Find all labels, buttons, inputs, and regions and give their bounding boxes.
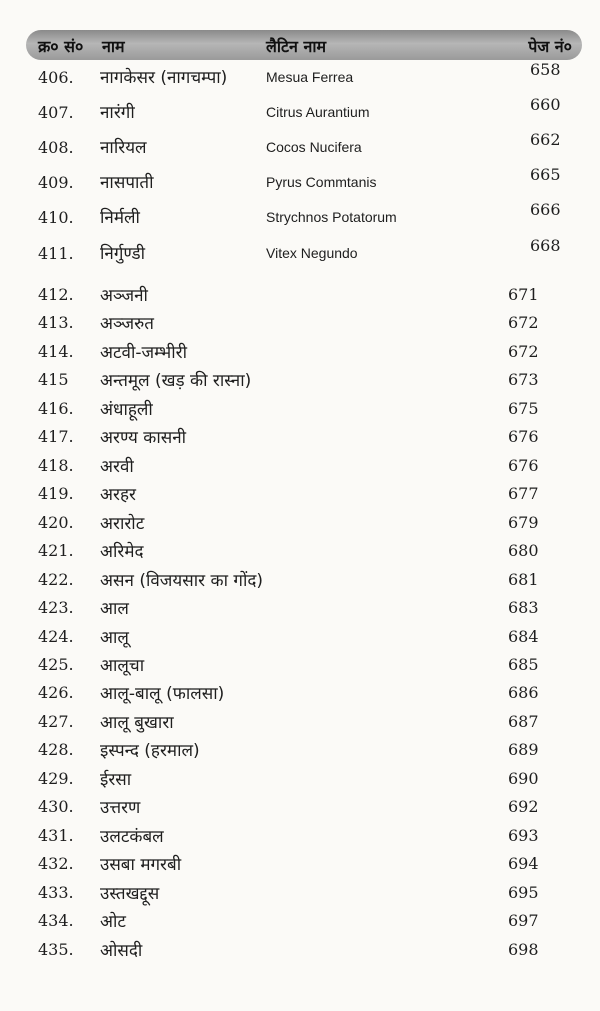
list-item	[0, 397, 600, 425]
entry-number: 432.	[38, 854, 74, 873]
entry-latin: Citrus Aurantium	[266, 104, 370, 120]
entry-latin: Cocos Nucifera	[266, 139, 362, 155]
entry-number: 424.	[38, 627, 74, 646]
entry-page: 671	[508, 285, 539, 304]
list-item	[0, 368, 600, 396]
header-name: नाम	[102, 37, 125, 56]
list-item	[0, 568, 600, 596]
entry-page: 672	[508, 313, 539, 332]
entry-name: अञ्जरुत	[100, 314, 154, 334]
entry-number: 431.	[38, 826, 74, 845]
entry-number: 419.	[38, 484, 74, 503]
list-item	[0, 625, 600, 653]
entry-page: 692	[508, 797, 539, 816]
list-item	[0, 938, 600, 966]
list-item	[0, 539, 600, 567]
entry-page: 698	[508, 940, 539, 959]
list-item	[0, 710, 600, 738]
list-item	[0, 165, 600, 204]
entry-number: 426.	[38, 683, 74, 702]
entry-page: 676	[508, 456, 539, 475]
entry-number: 435.	[38, 940, 74, 959]
list-item	[0, 681, 600, 709]
entry-name: अरवी	[100, 457, 134, 477]
list-item	[0, 200, 600, 239]
entry-page: 681	[508, 570, 539, 589]
entry-page: 686	[508, 683, 539, 702]
list-item	[0, 425, 600, 453]
list-item	[0, 738, 600, 766]
entry-name: नारंगी	[100, 103, 135, 123]
list-item	[0, 596, 600, 624]
entry-number: 410.	[38, 208, 74, 227]
entry-number: 406.	[38, 68, 74, 87]
list-item	[0, 824, 600, 852]
entry-page: 673	[508, 370, 539, 389]
entry-name: असन (विजयसार का गोंद)	[100, 571, 264, 591]
list-item	[0, 795, 600, 823]
entry-latin: Strychnos Potatorum	[266, 209, 397, 225]
entry-name: अरहर	[100, 485, 136, 505]
entry-name: आलू-बालू (फालसा)	[100, 684, 225, 704]
entry-number: 427.	[38, 712, 74, 731]
entry-number: 417.	[38, 427, 74, 446]
list-item	[0, 95, 600, 134]
entry-number: 416.	[38, 399, 74, 418]
entry-page: 693	[508, 826, 539, 845]
entry-number: 409.	[38, 173, 74, 192]
entry-number: 423.	[38, 598, 74, 617]
entry-name: अन्तमूल (खड़ की रास्ना)	[100, 371, 252, 391]
entry-name: अरारोट	[100, 514, 145, 534]
entry-latin: Mesua Ferrea	[266, 69, 354, 85]
entry-page: 658	[530, 60, 561, 79]
entry-page: 689	[508, 740, 539, 759]
entry-number: 425.	[38, 655, 74, 674]
entry-page: 677	[508, 484, 539, 503]
entry-number: 418.	[38, 456, 74, 475]
entry-page: 684	[508, 627, 539, 646]
entry-name: नागकेसर (नागचम्पा)	[100, 68, 228, 88]
entry-number: 422.	[38, 570, 74, 589]
entry-number: 430.	[38, 797, 74, 816]
entry-name: उसबा मगरबी	[100, 855, 182, 875]
entry-name: उस्तखद्दूस	[100, 884, 160, 904]
list-item	[0, 311, 600, 339]
entry-number: 411.	[38, 244, 74, 263]
entry-name: ओट	[100, 912, 126, 932]
entry-page: 694	[508, 854, 539, 873]
entry-name: अरण्य कासनी	[100, 428, 187, 448]
entry-page: 665	[530, 165, 561, 184]
entry-number: 429.	[38, 769, 74, 788]
entry-page: 666	[530, 200, 561, 219]
entry-number: 412.	[38, 285, 74, 304]
entry-page: 685	[508, 655, 539, 674]
entry-number: 434.	[38, 911, 74, 930]
entry-name: इस्पन्द (हरमाल)	[100, 741, 200, 761]
entry-page: 697	[508, 911, 539, 930]
list-item	[0, 340, 600, 368]
entry-page: 676	[508, 427, 539, 446]
entry-page: 690	[508, 769, 539, 788]
entry-page: 662	[530, 130, 561, 149]
entry-page: 668	[530, 236, 561, 255]
entry-name: निर्गुण्डी	[100, 244, 145, 264]
table-header	[26, 30, 582, 60]
entry-name: नारियल	[100, 138, 147, 158]
list-item	[0, 881, 600, 909]
list-item	[0, 454, 600, 482]
entry-name: उलटकंबल	[100, 827, 164, 847]
entry-number: 413.	[38, 313, 74, 332]
list-item	[0, 236, 600, 275]
entry-name: अटवी-जम्भीरी	[100, 343, 187, 363]
entry-page: 680	[508, 541, 539, 560]
entry-number: 428.	[38, 740, 74, 759]
entry-name: ओसदी	[100, 941, 143, 961]
list-item	[0, 283, 600, 311]
entry-number: 433.	[38, 883, 74, 902]
entry-page: 660	[530, 95, 561, 114]
entry-name: अरिमेद	[100, 542, 144, 562]
list-item	[0, 653, 600, 681]
entry-number: 415	[38, 370, 69, 389]
list-item	[0, 130, 600, 169]
entry-page: 687	[508, 712, 539, 731]
header-serial: क्र० सं०	[38, 37, 84, 56]
entry-number: 414.	[38, 342, 74, 361]
entry-name: आल	[100, 599, 129, 619]
entry-page: 672	[508, 342, 539, 361]
entry-name: नासपाती	[100, 173, 154, 193]
entry-page: 683	[508, 598, 539, 617]
entry-number: 421.	[38, 541, 74, 560]
entry-page: 675	[508, 399, 539, 418]
header-page: पेज नं०	[528, 37, 572, 56]
entry-name: आलू बुखारा	[100, 713, 174, 733]
entry-page: 695	[508, 883, 539, 902]
entry-name: ईरसा	[100, 770, 132, 790]
entry-number: 420.	[38, 513, 74, 532]
entry-page: 679	[508, 513, 539, 532]
entry-name: आलूचा	[100, 656, 145, 676]
list-item	[0, 511, 600, 539]
header-latin: लैटिन नाम	[266, 37, 327, 56]
entry-name: निर्मली	[100, 208, 140, 228]
entry-number: 408.	[38, 138, 74, 157]
list-item	[0, 852, 600, 880]
entry-name: आलू	[100, 628, 129, 648]
entry-number: 407.	[38, 103, 74, 122]
entry-name: उत्तरण	[100, 798, 141, 818]
list-item	[0, 767, 600, 795]
entry-latin: Vitex Negundo	[266, 245, 358, 261]
list-item	[0, 482, 600, 510]
entry-name: अंधाहूली	[100, 400, 153, 420]
list-item	[0, 60, 600, 99]
list-item	[0, 909, 600, 937]
entry-latin: Pyrus Commtanis	[266, 174, 377, 190]
entry-name: अञ्जनी	[100, 286, 148, 306]
